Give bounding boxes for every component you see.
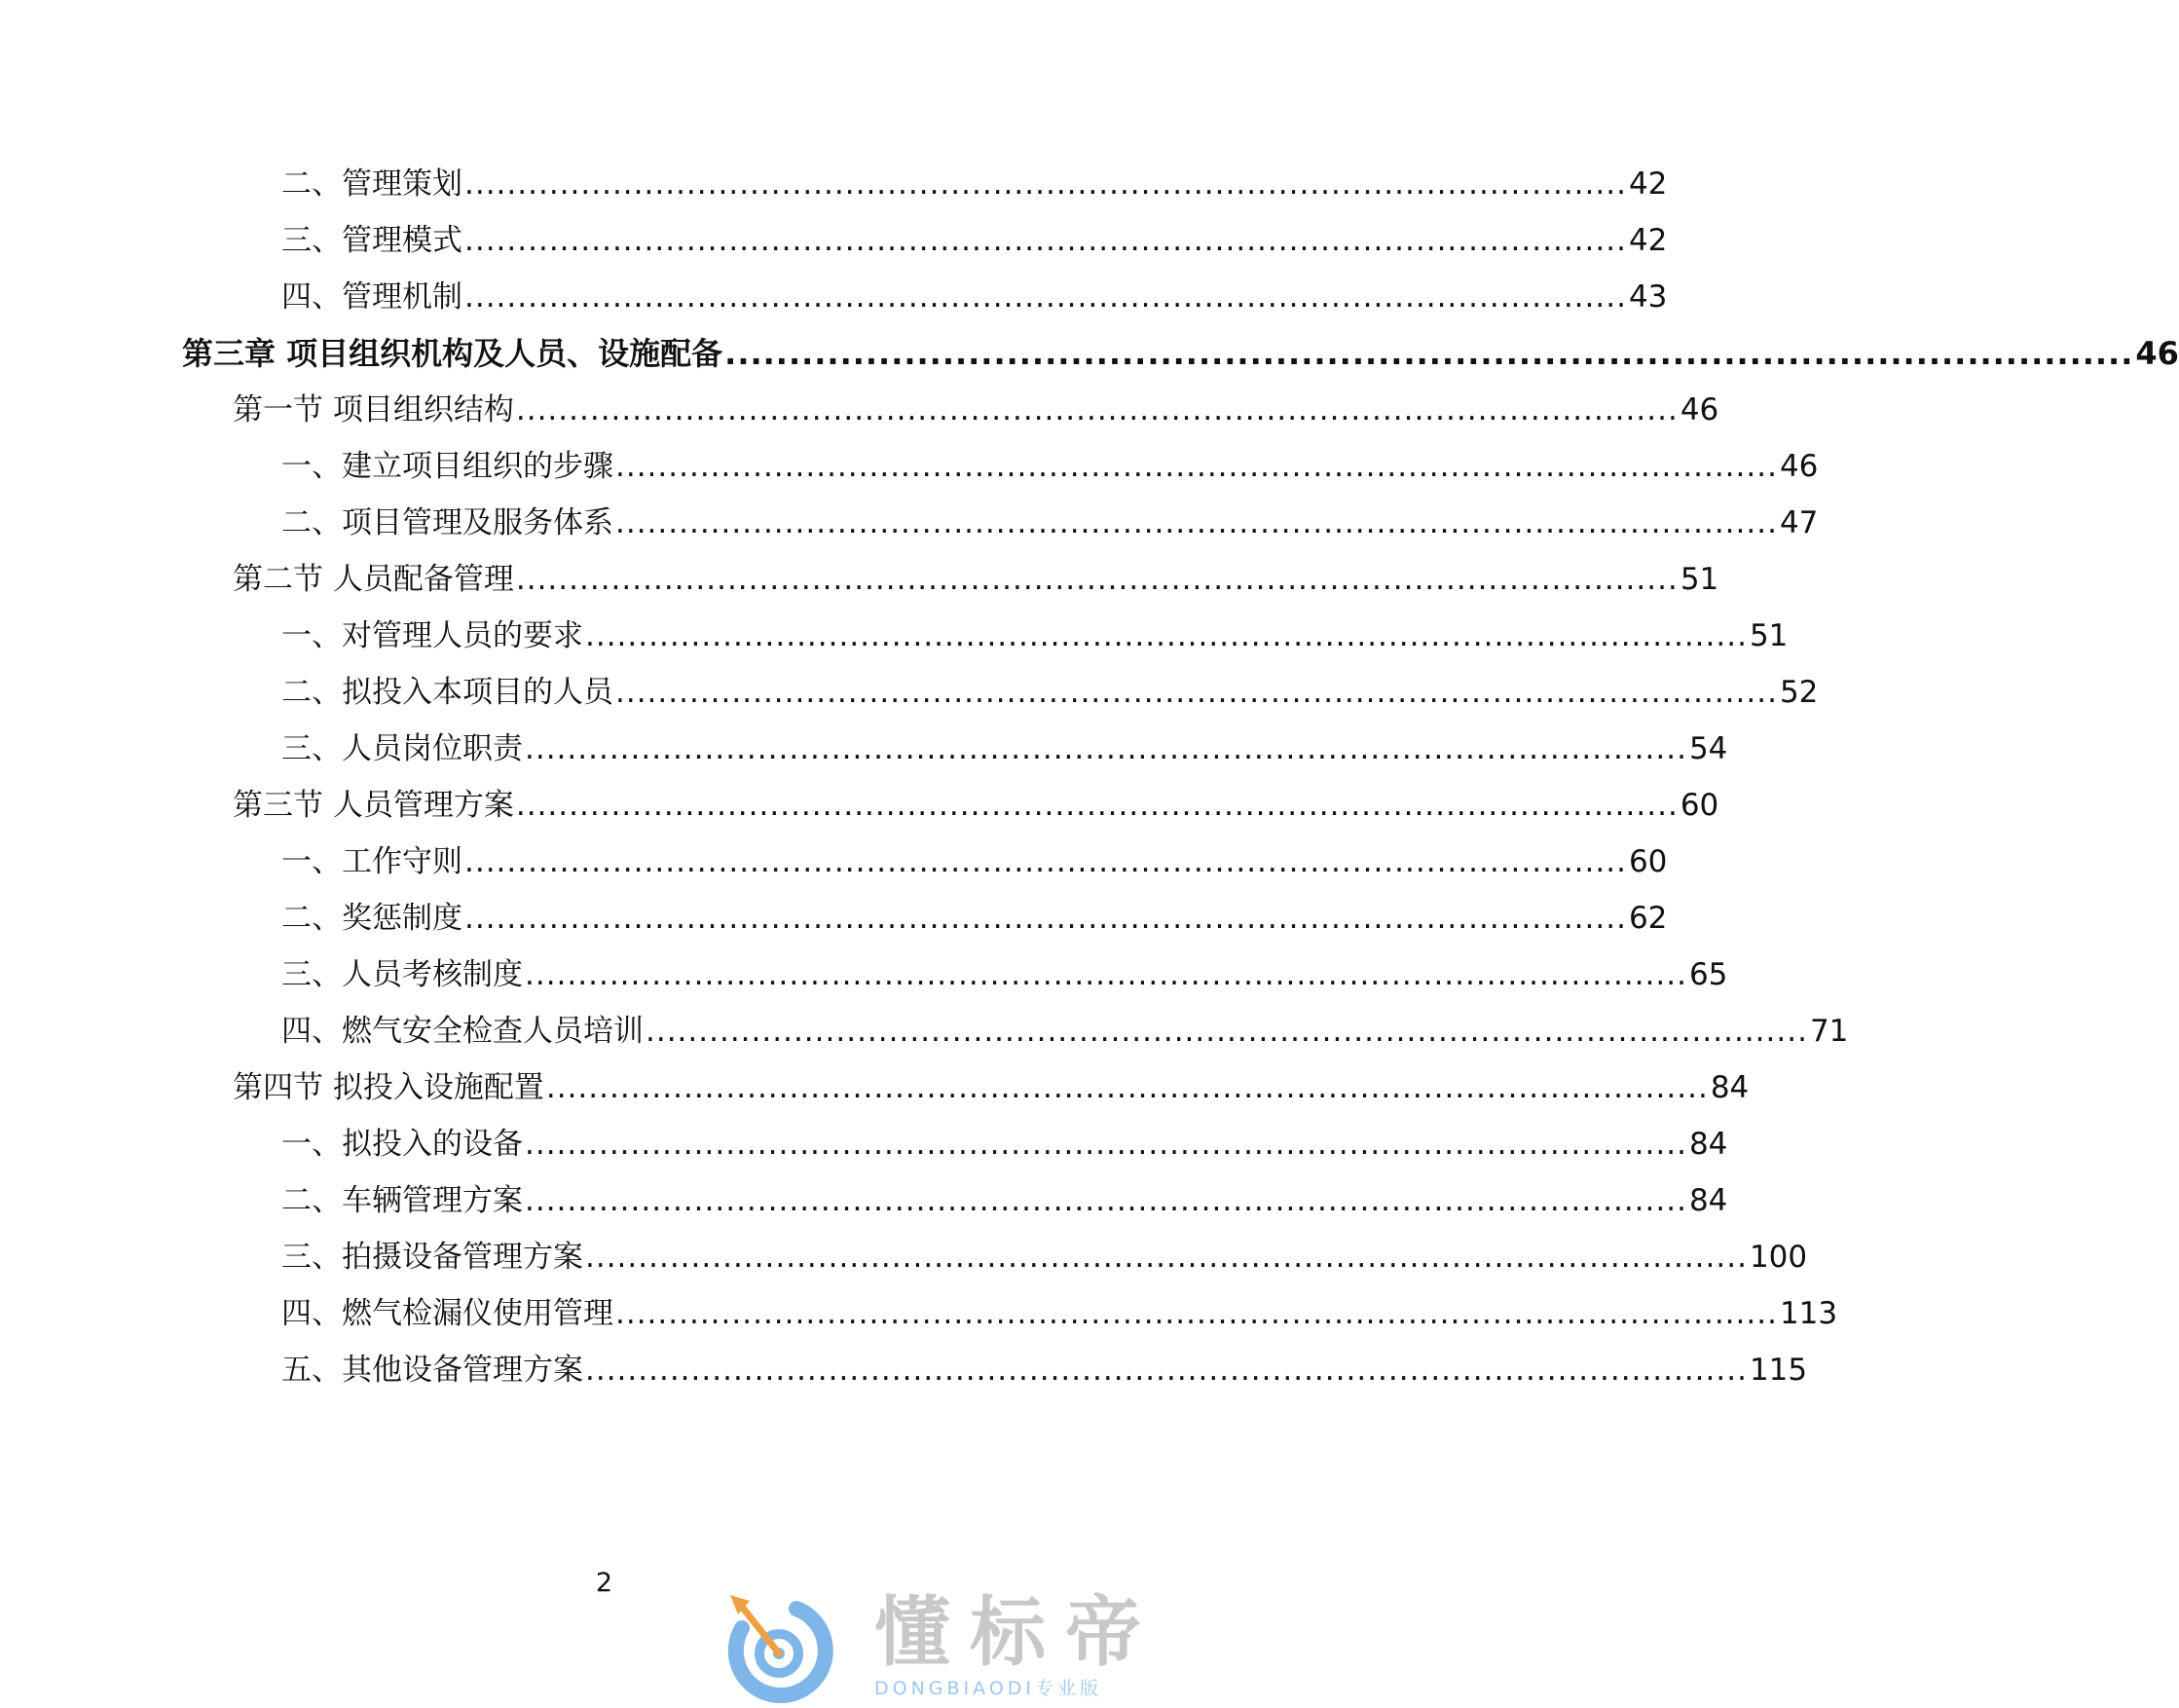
toc-entry-label: 一、工作守则 <box>281 844 462 879</box>
toc-entry[interactable] <box>281 1120 1728 1169</box>
toc-section-entry[interactable] <box>233 1063 1750 1112</box>
toc-entry-label: 四、管理机制 <box>281 279 462 315</box>
toc-entry-label: 三、管理模式 <box>281 223 462 258</box>
toc-entry[interactable] <box>281 724 1728 773</box>
target-logo-icon <box>720 1589 847 1702</box>
toc-leader-dots: .............................................................................................................. <box>515 788 1679 823</box>
toc-entry[interactable] <box>281 1233 1808 1281</box>
toc-entry-page: 42 <box>1628 167 1668 202</box>
toc-entry-page: 47 <box>1779 505 1819 540</box>
toc-entry-label: 三、拍摄设备管理方案 <box>281 1240 583 1275</box>
toc-section-entry[interactable] <box>233 781 1719 830</box>
toc-entry-page: 84 <box>1688 1127 1728 1162</box>
toc-leader-dots: .............................................................................................................. <box>585 618 1748 653</box>
watermark-brand: 懂标帝 <box>874 1589 1162 1677</box>
toc-leader-dots: .............................................................................................................. <box>724 335 2134 372</box>
toc-leader-dots: .............................................................................................................. <box>515 562 1679 597</box>
toc-leader-dots: .............................................................................................................. <box>545 1070 1709 1105</box>
toc-leader-dots: .............................................................................................................. <box>464 167 1627 202</box>
toc-entry-page: 115 <box>1749 1353 1808 1388</box>
toc-entry-label: 一、拟投入的设备 <box>281 1127 523 1162</box>
toc-entry-page: 65 <box>1688 957 1728 992</box>
toc-entry-page: 52 <box>1779 675 1819 710</box>
toc-entry-page: 54 <box>1688 731 1728 766</box>
toc-leader-dots: .............................................................................................................. <box>464 223 1627 258</box>
toc-entry-page: 60 <box>1628 844 1668 879</box>
toc-entry[interactable] <box>281 1346 1808 1394</box>
toc-entry-page: 71 <box>1809 1014 1849 1049</box>
toc-entry-page: 46 <box>2135 335 2179 372</box>
toc-entry-page: 42 <box>1628 223 1668 258</box>
toc-entry-label: 第一节 项目组织结构 <box>233 392 514 427</box>
toc-entry[interactable] <box>281 273 1668 321</box>
toc-entry[interactable] <box>281 950 1728 999</box>
toc-entry-label: 三、人员岗位职责 <box>281 731 523 766</box>
toc-entry[interactable] <box>281 442 1819 491</box>
toc-entry-label: 三、人员考核制度 <box>281 957 523 992</box>
toc-entry-label: 第三节 人员管理方案 <box>233 788 514 823</box>
toc-entry-page: 51 <box>1749 618 1789 653</box>
watermark <box>720 1589 1188 1702</box>
toc-entry[interactable] <box>281 837 1668 886</box>
toc-leader-dots: .............................................................................................................. <box>525 957 1687 992</box>
toc-leader-dots: .............................................................................................................. <box>464 901 1627 936</box>
toc-entry-page: 51 <box>1680 562 1719 597</box>
toc-entry-page: 62 <box>1628 901 1668 936</box>
toc-leader-dots: .............................................................................................................. <box>525 731 1687 766</box>
watermark-tagline: DONGBIAODI专业版 <box>874 1678 1103 1699</box>
toc-entry-label: 二、管理策划 <box>281 167 462 202</box>
toc-leader-dots: .............................................................................................................. <box>585 1240 1748 1275</box>
toc-entry-label: 四、燃气检漏仪使用管理 <box>281 1296 613 1331</box>
toc-leader-dots: .............................................................................................................. <box>615 1296 1778 1331</box>
toc-entry-label: 一、对管理人员的要求 <box>281 618 583 653</box>
toc-entry[interactable] <box>281 1176 1728 1225</box>
toc-entry-page: 46 <box>1779 449 1819 484</box>
toc-entry[interactable] <box>281 668 1819 717</box>
toc-entry-label: 四、燃气安全检查人员培训 <box>281 1014 644 1049</box>
toc-entry-label: 第四节 拟投入设施配置 <box>233 1070 544 1105</box>
toc-entry[interactable] <box>281 499 1819 547</box>
toc-leader-dots: .............................................................................................................. <box>515 392 1679 427</box>
toc-entry-page: 84 <box>1710 1070 1750 1105</box>
toc-entry[interactable] <box>281 216 1668 265</box>
toc-leader-dots: .............................................................................................................. <box>615 449 1778 484</box>
toc-entry-page: 100 <box>1749 1240 1808 1275</box>
toc-entry[interactable] <box>281 160 1668 208</box>
toc-leader-dots: .............................................................................................................. <box>615 505 1778 540</box>
toc-entry-page: 84 <box>1688 1183 1728 1218</box>
toc-entry-label: 二、拟投入本项目的人员 <box>281 675 613 710</box>
toc-leader-dots: .............................................................................................................. <box>464 279 1627 315</box>
toc-entry-label: 第二节 人员配备管理 <box>233 562 514 597</box>
toc-entry-label: 第三章 项目组织机构及人员、设施配备 <box>182 335 723 372</box>
toc-entry[interactable] <box>281 894 1668 943</box>
toc-chapter-entry[interactable] <box>182 329 2179 378</box>
toc-entry-label: 二、奖惩制度 <box>281 901 462 936</box>
toc-entry-label: 五、其他设备管理方案 <box>281 1353 583 1388</box>
toc-entry-page: 60 <box>1680 788 1719 823</box>
toc-leader-dots: .............................................................................................................. <box>646 1014 1808 1049</box>
toc-entry-label: 二、项目管理及服务体系 <box>281 505 613 540</box>
toc-section-entry[interactable] <box>233 555 1719 604</box>
toc-entry[interactable] <box>281 1007 1849 1056</box>
toc-leader-dots: .............................................................................................................. <box>525 1183 1687 1218</box>
toc-entry-page: 43 <box>1628 279 1668 315</box>
toc-entry-label: 一、建立项目组织的步骤 <box>281 449 613 484</box>
toc-leader-dots: .............................................................................................................. <box>464 844 1627 879</box>
toc-section-entry[interactable] <box>233 386 1719 434</box>
toc-leader-dots: .............................................................................................................. <box>585 1353 1748 1388</box>
page-number: 2 <box>595 1568 613 1598</box>
toc-leader-dots: .............................................................................................................. <box>525 1127 1687 1162</box>
toc-entry-label: 二、车辆管理方案 <box>281 1183 523 1218</box>
toc-entry[interactable] <box>281 1289 1838 1338</box>
toc-entry-page: 113 <box>1779 1296 1838 1331</box>
toc-entry[interactable] <box>281 612 1789 660</box>
toc-leader-dots: .............................................................................................................. <box>615 675 1778 710</box>
toc-entry-page: 46 <box>1680 392 1719 427</box>
